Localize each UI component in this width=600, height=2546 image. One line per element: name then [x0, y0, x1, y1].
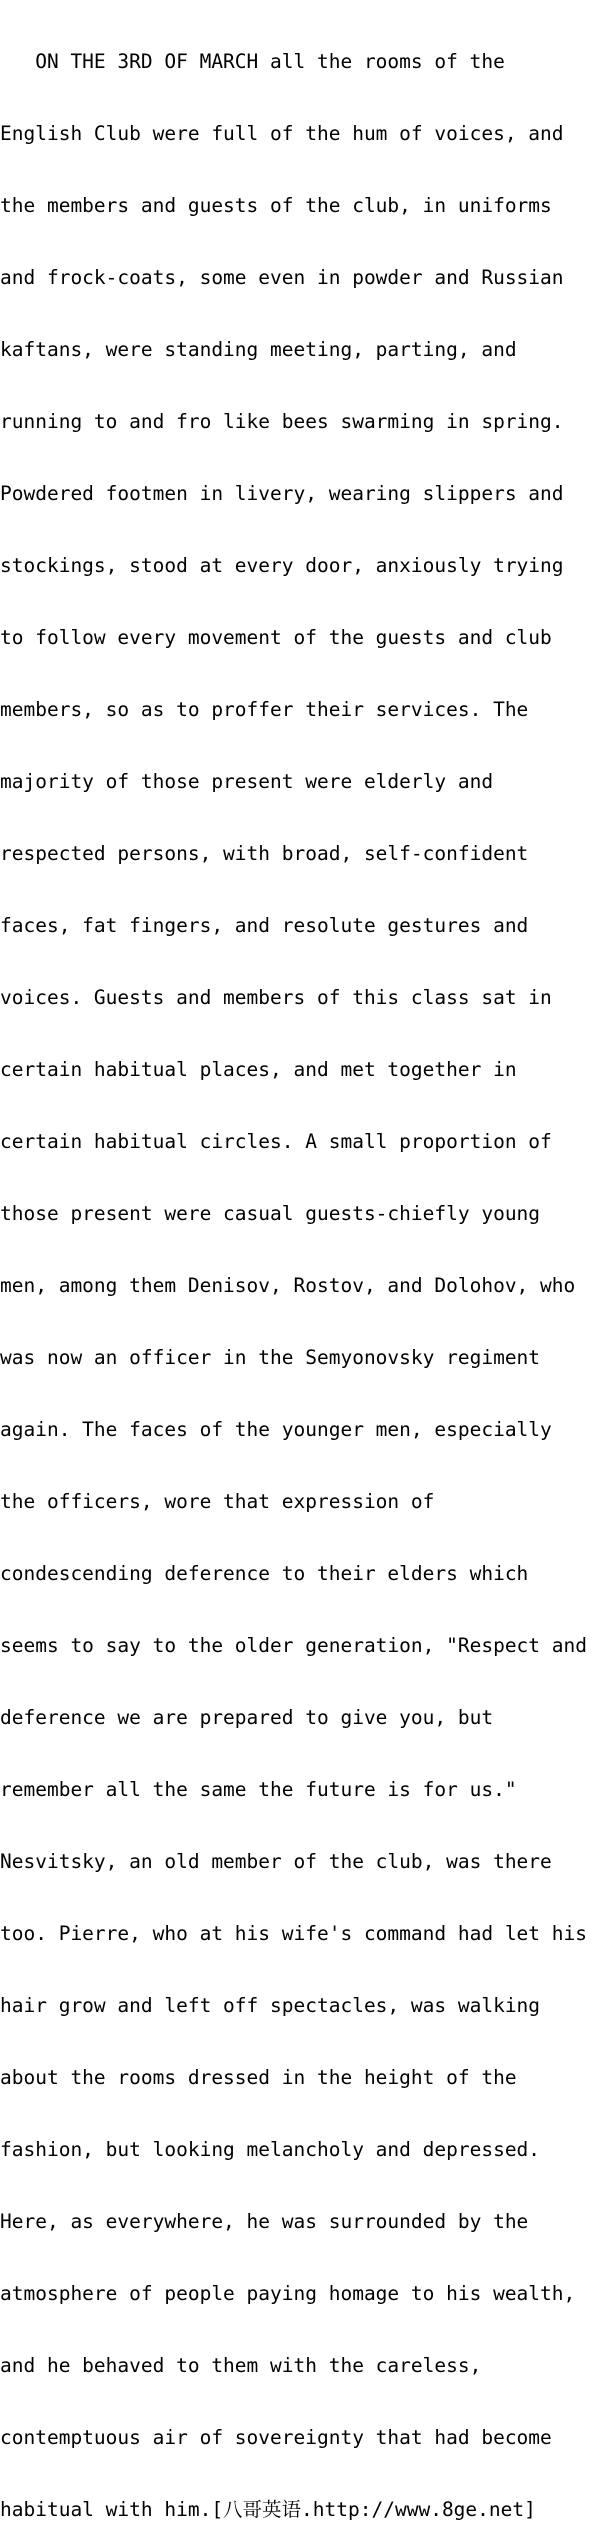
text-line: too. Pierre, who at his wife's command had let his	[0, 1922, 587, 1945]
text-line: running to and fro like bees swarming in spring.	[0, 410, 564, 433]
text-line: condescending deference to their elders which	[0, 1562, 529, 1585]
text-line: deference we are prepared to give you, but	[0, 1706, 494, 1729]
text-line: seems to say to the older generation, "Respect and	[0, 1634, 587, 1657]
text-line: about the rooms dressed in the height of the	[0, 2066, 517, 2089]
text-line: ON THE 3RD OF MARCH all the rooms of the	[0, 50, 505, 73]
text-line: majority of those present were elderly and	[0, 770, 494, 793]
text-line: members, so as to proffer their services. The	[0, 698, 529, 721]
text-line: and frock-coats, some even in powder and Russian	[0, 266, 564, 289]
text-line: Nesvitsky, an old member of the club, was there	[0, 1850, 552, 1873]
text-line: was now an officer in the Semyonovsky regiment	[0, 1346, 541, 1369]
text-line: fashion, but looking melancholy and depressed.	[0, 2138, 541, 2161]
document-text	[0, 2, 600, 2521]
text-line: voices. Guests and members of this class sat in	[0, 986, 552, 1009]
text-line: hair grow and left off spectacles, was walking	[0, 1994, 541, 2017]
text-line: respected persons, with broad, self-confident	[0, 842, 529, 865]
text-line: again. The faces of the younger men, especially	[0, 1418, 552, 1441]
text-line: atmosphere of people paying homage to his wealth,	[0, 2282, 576, 2305]
text-line: Here, as everywhere, he was surrounded by the	[0, 2210, 529, 2233]
source-line: habitual with him.[八哥英语.http://www.8ge.net]	[0, 2498, 536, 2521]
text-line: remember all the same the future is for us."	[0, 1778, 517, 1801]
text-line: those present were casual guests-chiefly young	[0, 1202, 541, 1225]
text-line: contemptuous air of sovereignty that had become	[0, 2426, 552, 2449]
text-line: certain habitual circles. A small proportion of	[0, 1130, 552, 1153]
text-line: to follow every movement of the guests and club	[0, 626, 552, 649]
text-line: stockings, stood at every door, anxiously trying	[0, 554, 564, 577]
text-line: English Club were full of the hum of voices, and	[0, 122, 564, 145]
text-line: the members and guests of the club, in uniforms	[0, 194, 552, 217]
text-line: faces, fat fingers, and resolute gestures and	[0, 914, 529, 937]
text-line: certain habitual places, and met together in	[0, 1058, 517, 1081]
text-line: men, among them Denisov, Rostov, and Dolohov, who	[0, 1274, 576, 1297]
text-line: the officers, wore that expression of	[0, 1490, 435, 1513]
text-line: and he behaved to them with the careless,	[0, 2354, 482, 2377]
text-line: kaftans, were standing meeting, parting, and	[0, 338, 517, 361]
text-line: Powdered footmen in livery, wearing slippers and	[0, 482, 564, 505]
